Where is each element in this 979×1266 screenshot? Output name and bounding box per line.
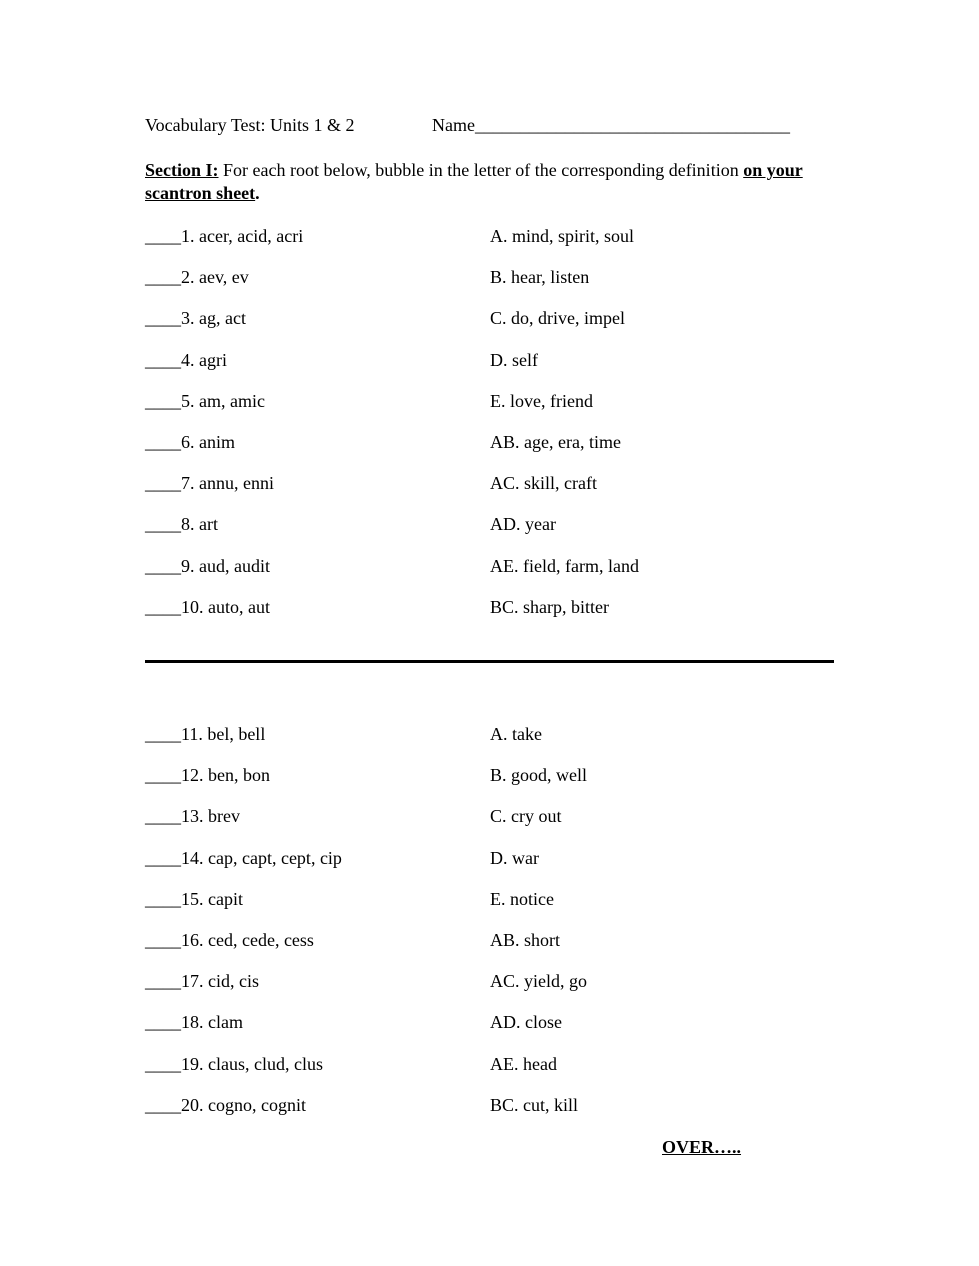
question-row — [145, 1012, 845, 1053]
definition-option: BC. sharp, bitter — [490, 596, 609, 617]
definition-option: C. cry out — [490, 806, 562, 827]
question-group-1 — [145, 226, 845, 638]
question-row — [145, 556, 845, 597]
question-row — [145, 350, 845, 391]
root-term: ____19. claus, clud, clus — [145, 1053, 323, 1074]
definition-option: AC. skill, craft — [490, 473, 597, 494]
section-instructions — [145, 159, 815, 205]
question-group-2 — [145, 724, 845, 1136]
question-row — [145, 308, 845, 349]
definition-option: A. mind, spirit, soul — [490, 226, 635, 246]
definition-option: C. do, drive, impel — [490, 308, 625, 329]
root-term: ____14. cap, capt, cept, cip — [145, 847, 342, 868]
definition-option: D. self — [490, 349, 538, 370]
question-row — [145, 432, 845, 473]
definition-option: AD. close — [490, 1012, 562, 1033]
title-line — [145, 115, 790, 136]
root-term: ____8. art — [145, 514, 218, 535]
section-label: Section I: — [145, 160, 219, 180]
root-term: ____3. ag, act — [145, 308, 246, 329]
root-term: ____17. cid, cis — [145, 971, 259, 992]
question-row — [145, 1054, 845, 1095]
definition-option: E. notice — [490, 888, 554, 909]
name-field-label: Name___________________________________ — [432, 115, 790, 135]
definition-option: A. take — [490, 724, 542, 744]
root-term: ____12. ben, bon — [145, 765, 270, 786]
root-term: ____1. acer, acid, acri — [145, 226, 304, 246]
definition-option: AE. head — [490, 1053, 557, 1074]
definition-option: D. war — [490, 847, 539, 868]
question-row — [145, 806, 845, 847]
question-row — [145, 930, 845, 971]
instructions-emphasis: on your scantron sheet — [145, 160, 803, 203]
question-row — [145, 514, 845, 555]
question-row — [145, 724, 845, 765]
definition-option: B. hear, listen — [490, 267, 590, 288]
definition-option: AC. yield, go — [490, 971, 587, 992]
root-term: ____10. auto, aut — [145, 596, 270, 617]
question-row — [145, 597, 845, 638]
root-term: ____20. cogno, cognit — [145, 1094, 306, 1115]
definition-option: AE. field, farm, land — [490, 555, 639, 576]
root-term: ____5. am, amic — [145, 390, 265, 411]
definition-option: BC. cut, kill — [490, 1094, 579, 1115]
root-term: ____11. bel, bell — [145, 724, 266, 744]
question-row — [145, 391, 845, 432]
question-row — [145, 971, 845, 1012]
root-term: ____2. aev, ev — [145, 267, 249, 288]
root-term: ____16. ced, cede, cess — [145, 929, 314, 950]
question-row — [145, 473, 845, 514]
question-row — [145, 848, 845, 889]
test-title: Vocabulary Test: Units 1 & 2 — [145, 115, 355, 135]
question-row — [145, 267, 845, 308]
root-term: ____6. anim — [145, 431, 235, 452]
root-term: ____18. clam — [145, 1012, 243, 1033]
section-divider — [145, 660, 834, 663]
root-term: ____15. capit — [145, 888, 243, 909]
root-term: ____7. annu, enni — [145, 473, 274, 494]
definition-option: B. good, well — [490, 765, 587, 786]
root-term: ____13. brev — [145, 806, 240, 827]
root-term: ____9. aud, audit — [145, 555, 270, 576]
instructions-text: For each root below, bubble in the letter of the corresponding definition — [218, 160, 744, 180]
definition-option: AB. short — [490, 929, 561, 950]
definition-option: AB. age, era, time — [490, 431, 621, 452]
definition-option: E. love, friend — [490, 390, 593, 411]
definition-option: AD. year — [490, 514, 556, 535]
question-row — [145, 226, 845, 267]
root-term: ____4. agri — [145, 349, 227, 370]
over-indicator: OVER….. — [662, 1137, 742, 1157]
question-row — [145, 1095, 845, 1136]
question-row — [145, 889, 845, 930]
instructions-end: . — [255, 183, 260, 203]
question-row — [145, 765, 845, 806]
